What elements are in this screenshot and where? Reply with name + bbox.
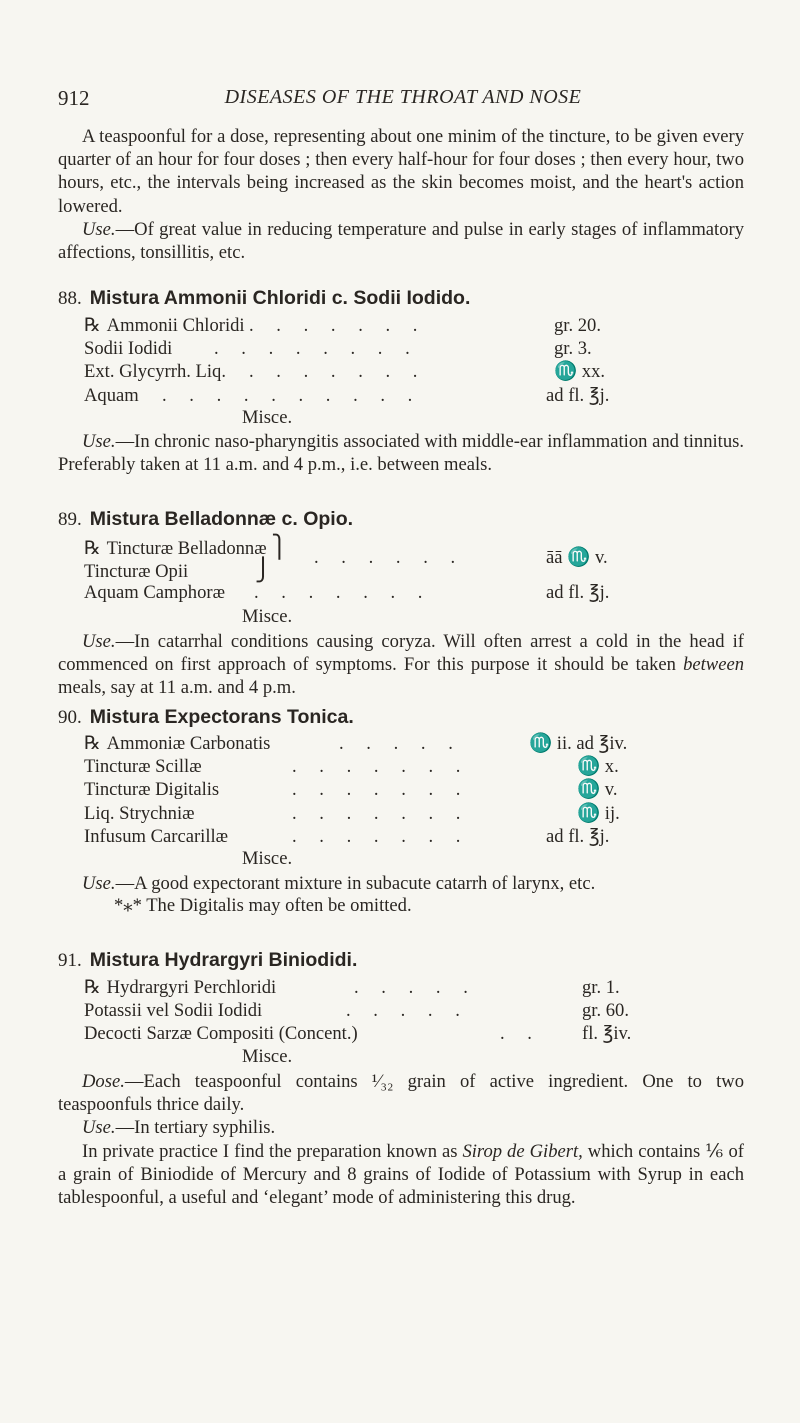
- ingredient-row: ℞ Hydrargyri Perchloridi . . . . . gr. 1.: [84, 977, 620, 998]
- formula-title: Mistura Hydrargyri Biniodidi.: [89, 949, 358, 971]
- ingredient-name: Decocti Sarzæ Compositi (Concent.): [84, 1023, 358, 1045]
- ingredient-name: Infusum Carcarillæ: [84, 825, 229, 847]
- ingredient-row: Aquam . . . . . . . . . . ad fl. ℥j.: [84, 384, 610, 406]
- formula-title: Mistura Expectorans Tonica.: [89, 706, 354, 728]
- recipe-91: [84, 976, 744, 1046]
- ingredient-name: Tincturæ Opii: [84, 561, 189, 583]
- formula-heading-89: [58, 508, 353, 531]
- ingredient-row: Tincturæ Scillæ . . . . . . . ♏ x.: [84, 756, 619, 778]
- ingredient-qty: ♏ ij.: [577, 802, 620, 824]
- dose-label: Dose.: [82, 1071, 125, 1092]
- running-head: [58, 86, 748, 112]
- formula-heading-90: [58, 706, 354, 729]
- ingredient-name: Tincturæ Scillæ: [84, 756, 202, 778]
- intro-use: [58, 218, 744, 264]
- ingredient-qty: ad fl. ℥j.: [546, 384, 610, 406]
- ingredient-name: Tincturæ Belladonnæ: [106, 538, 267, 559]
- ingredient-name: Aquam Camphoræ: [84, 582, 225, 604]
- use-text: meals, say at 11 a.m. and 4 p.m.: [58, 677, 296, 699]
- ingredient-name: Hydrargyri Perchloridi: [106, 977, 277, 998]
- use-text: —In chronic naso-pharyngitis associated with middle-ear inflammation and tinnitus. Preferably taken at 11 a.m. and 4 p.m., i.e. between meals.: [58, 431, 744, 476]
- ingredient-row: Tincturæ Digitalis . . . . . . . ♏ v.: [84, 779, 618, 801]
- ingredient-name: Tincturæ Digitalis: [84, 779, 220, 801]
- intro-paragraph: A teaspoonful for a dose, representing about one minim of the tincture, to be given every quarter of an hour for four doses ; then every half-hour for four doses ; then every hour, two hours, etc., the intervals being increased as the skin becomes moist, and the heart's action lowered.: [58, 126, 744, 217]
- formula-number: 88.: [58, 288, 82, 309]
- use-emphasis: between: [683, 654, 744, 676]
- ingredient-name: Ammonii Chloridi: [106, 315, 245, 336]
- ingredient-qty: ♏ ii. ad ℥iv.: [529, 733, 628, 754]
- misce-label: Misce.: [242, 407, 293, 428]
- use-text: —Of great value in reducing temperature and pulse in early stages of inflammatory affections, tonsillitis, etc.: [58, 218, 744, 264]
- ingredient-qty: āā ♏ v.: [546, 547, 608, 568]
- intro-block: [58, 125, 744, 264]
- recipe-89: [84, 535, 744, 605]
- ingredient-qty: ad fl. ℥j.: [546, 582, 610, 604]
- ingredient-qty: ♏ v.: [577, 779, 618, 801]
- use-88: [58, 430, 744, 476]
- closing-emphasis: Sirop de Gibert,: [462, 1140, 583, 1162]
- ingredient-qty: fl. ℥iv.: [582, 1023, 632, 1045]
- formula-number: 89.: [58, 509, 82, 530]
- ingredient-name: Aquam: [84, 384, 139, 406]
- ingredient-name: Ext. Glycyrrh. Liq.: [84, 361, 227, 383]
- use-label: Use.: [82, 1117, 116, 1139]
- running-title: DISEASES OF THE THROAT AND NOSE: [224, 86, 582, 108]
- dose-use-91: [58, 1070, 744, 1209]
- use-text: —A good expectorant mixture in subacute catarrh of larynx, etc.: [115, 873, 596, 894]
- formula-heading-88: [58, 287, 470, 310]
- recipe-symbol: ℞: [84, 733, 101, 754]
- formula-number: 91.: [58, 950, 82, 971]
- misce-label: Misce.: [242, 1046, 293, 1067]
- ingredient-qty: gr. 3.: [554, 338, 592, 360]
- closing-text: In private practice I find the preparation known as: [82, 1140, 463, 1162]
- recipe-symbol: ℞: [84, 977, 101, 998]
- use-90: [58, 872, 744, 895]
- ingredient-row: Potassii vel Sodii Iodidi . . . . . gr. 60.: [84, 1000, 630, 1022]
- ingredient-qty: ad fl. ℥j.: [546, 825, 610, 847]
- ingredient-row: Liq. Strychniæ . . . . . . . ♏ ij.: [84, 802, 620, 824]
- ingredient-row: Decocti Sarzæ Compositi (Concent.) . . fl. ℥iv.: [84, 1023, 632, 1045]
- formula-heading-91: [58, 949, 357, 972]
- misce-label: Misce.: [242, 848, 293, 869]
- ingredient-row: Infusum Carcarillæ . . . . . . . ad fl. ℥j.: [84, 825, 610, 847]
- recipe-symbol: ℞: [84, 538, 101, 559]
- ingredient-qty: ♏ xx.: [554, 361, 606, 383]
- use-label: Use.: [82, 218, 116, 240]
- ingredient-row: ℞ Ammoniæ Carbonatis . . . . . ♏ ii. ad ℥iv.: [84, 733, 628, 754]
- ingredient-qty: gr. 1.: [582, 977, 620, 998]
- ingredient-row: Tincturæ Opii ⎭: [84, 557, 272, 583]
- page-number: 912: [58, 86, 90, 110]
- footnote: *⁎* The Digitalis may often be omitted.: [114, 895, 412, 916]
- closing-text: which contains ⅙ of a grain of Biniodide of Mercury and 8 grains of Iodide of Potassium with Syrup in each tablespoonful, a useful and ‘elegant’ mode of administering this drug.: [58, 1140, 744, 1209]
- misce-label: Misce.: [242, 606, 293, 627]
- use-label: Use.: [82, 873, 116, 894]
- recipe-88: [84, 314, 744, 407]
- use-label: Use.: [82, 431, 116, 452]
- ingredient-qty: gr. 60.: [582, 1000, 630, 1022]
- use-89: [58, 630, 744, 700]
- ingredient-name: Liq. Strychniæ: [84, 802, 195, 824]
- ingredient-row: ℞ Ammonii Chloridi . . . . . . . gr. 20.: [84, 315, 602, 336]
- ingredient-qty: ♏ x.: [577, 756, 619, 778]
- recipe-90: [84, 732, 744, 848]
- ingredient-qty: gr. 20.: [554, 315, 602, 336]
- ingredient-row: Ext. Glycyrrh. Liq. . . . . . . . ♏ xx.: [84, 361, 606, 383]
- use-text: —In catarrhal conditions causing coryza. Will often arrest a cold in the head if commenced on first approach of symptoms. For this purpose it should be taken: [58, 631, 744, 676]
- dose-text: —Each teaspoonful contains ¹⁄₃₂ grain of active ingredient. One to two teaspoonfuls thrice daily.: [58, 1071, 744, 1116]
- formula-title: Mistura Ammonii Chloridi c. Sodii Iodido.: [89, 287, 471, 309]
- use-text: —In tertiary syphilis.: [115, 1117, 276, 1139]
- ingredient-name: Sodii Iodidi: [84, 338, 173, 360]
- ingredient-row: ℞ Tincturæ Belladonnæ ⎫ . . . . . . āā ♏ v.: [84, 534, 608, 568]
- ingredient-name: Ammoniæ Carbonatis: [106, 733, 271, 754]
- ingredient-row: Sodii Iodidi . . . . . . . . gr. 3.: [84, 338, 592, 360]
- formula-number: 90.: [58, 707, 82, 728]
- formula-title: Mistura Belladonnæ c. Opio.: [89, 508, 354, 530]
- use-label: Use.: [82, 631, 116, 652]
- ingredient-row: Aquam Camphoræ . . . . . . . ad fl. ℥j.: [84, 582, 610, 604]
- ingredient-name: Potassii vel Sodii Iodidi: [84, 1000, 263, 1022]
- recipe-symbol: ℞: [84, 315, 101, 336]
